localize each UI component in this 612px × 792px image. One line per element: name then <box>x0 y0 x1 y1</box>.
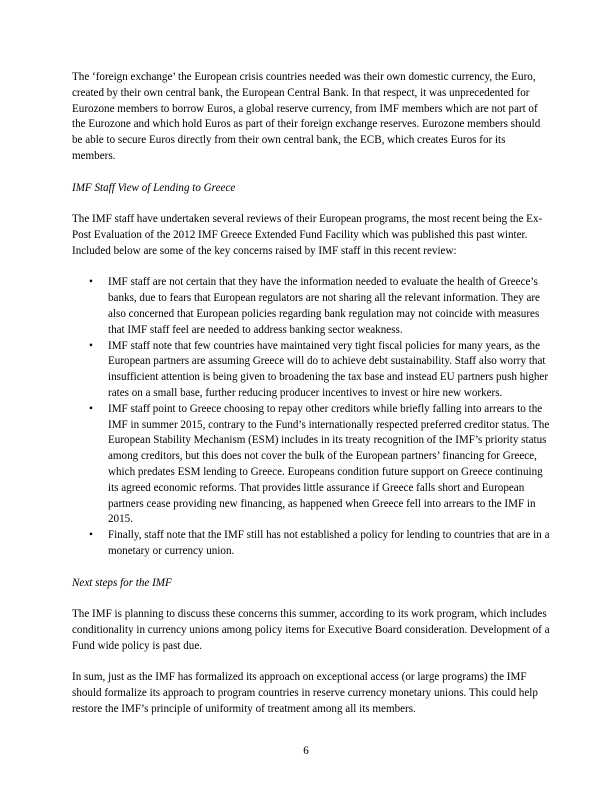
paragraph-staff-view: The IMF staff have undertaken several reviews of their European programs, the most recent being the Ex-Post Evaluation of the 2012 IMF Greece Extended Fund Facility which was published this past winter. Included below are some of the key concerns raised by IMF staff in this recent review: <box>72 213 543 257</box>
paragraph-intro: The ‘foreign exchange’ the European crisis countries needed was their own domestic currency, the Euro, created by their own central bank, the European Central Bank. In that respect, it was unprecedented for Eurozone members to borrow Euros, a global reserve currency, from IMF members which are not part of the Eurozone and which hold Euros as part of their foreign exchange reserves. Eurozone members should be able to secure Euros directly from their own central bank, the ECB, which creates Euros for its members. <box>72 71 541 162</box>
list-item <box>72 528 550 560</box>
section-heading-next-steps: Next steps for the IMF <box>72 576 172 589</box>
list-item-text: Finally, staff note that the IMF still has not established a policy for lending to countries that are in a monetary or currency union. <box>108 529 550 557</box>
bullet-icon: • <box>89 339 93 352</box>
bullet-icon: • <box>89 529 93 542</box>
list-item-text: IMF staff note that few countries have maintained very tight fiscal policies for many years, as the European partners are assuming Greece will do to achieve debt sustainability. Staff also worry that insufficient attention is being given to broadening the tax base and instead EU partners push higher rates on a small base, further reducing producer incentives to invest or hire new workers. <box>108 339 549 399</box>
document-page <box>72 70 550 733</box>
bullet-icon: • <box>89 402 93 415</box>
list-item <box>72 339 550 402</box>
list-item-text: IMF staff point to Greece choosing to repay other creditors while briefly falling into arrears to the IMF in summer 2015, contrary to the Fund’s internationally respected preferred creditor status. The European Stability Mechanism (ESM) includes in its treaty recognition of the IMF’s priority status among creditors, but this does not cover the bulk of the European partners’ financing for Greece, which predates ESM lending to Greece. Europeans condition future support on Greece continuing its agreed economic reforms. That provides little assurance if Greece falls short and European partners cease providing new financing, as happened when Greece fell into arrears to the IMF in 2015. <box>108 402 550 526</box>
paragraph-sum: In sum, just as the IMF has formalized its approach on exceptional access (or large programs) the IMF should formalize its approach to program countries in reserve currency monetary unions. This could help restore the IMF’s principle of uniformity of treatment among all its members. <box>72 671 538 715</box>
list-item <box>72 275 550 338</box>
bullet-icon: • <box>89 276 93 289</box>
list-item-text: IMF staff are not certain that they have the information needed to evaluate the health of Greece’s banks, due to fears that European regulators are not sharing all the relevant information. They are also concerned that European policies regarding bank regulation may not coincide with measures that IMF staff feel are needed to address banking sector weakness. <box>108 276 540 336</box>
section-heading-staff-view: IMF Staff View of Lending to Greece <box>72 181 236 194</box>
paragraph-next-steps: The IMF is planning to discuss these concerns this summer, according to its work program, which includes conditionality in currency unions among policy items for Executive Board consideration. Development of a Fund wide policy is past due. <box>72 608 550 652</box>
page-number: 6 <box>303 745 309 757</box>
list-item <box>72 402 550 528</box>
concerns-list <box>72 275 550 559</box>
